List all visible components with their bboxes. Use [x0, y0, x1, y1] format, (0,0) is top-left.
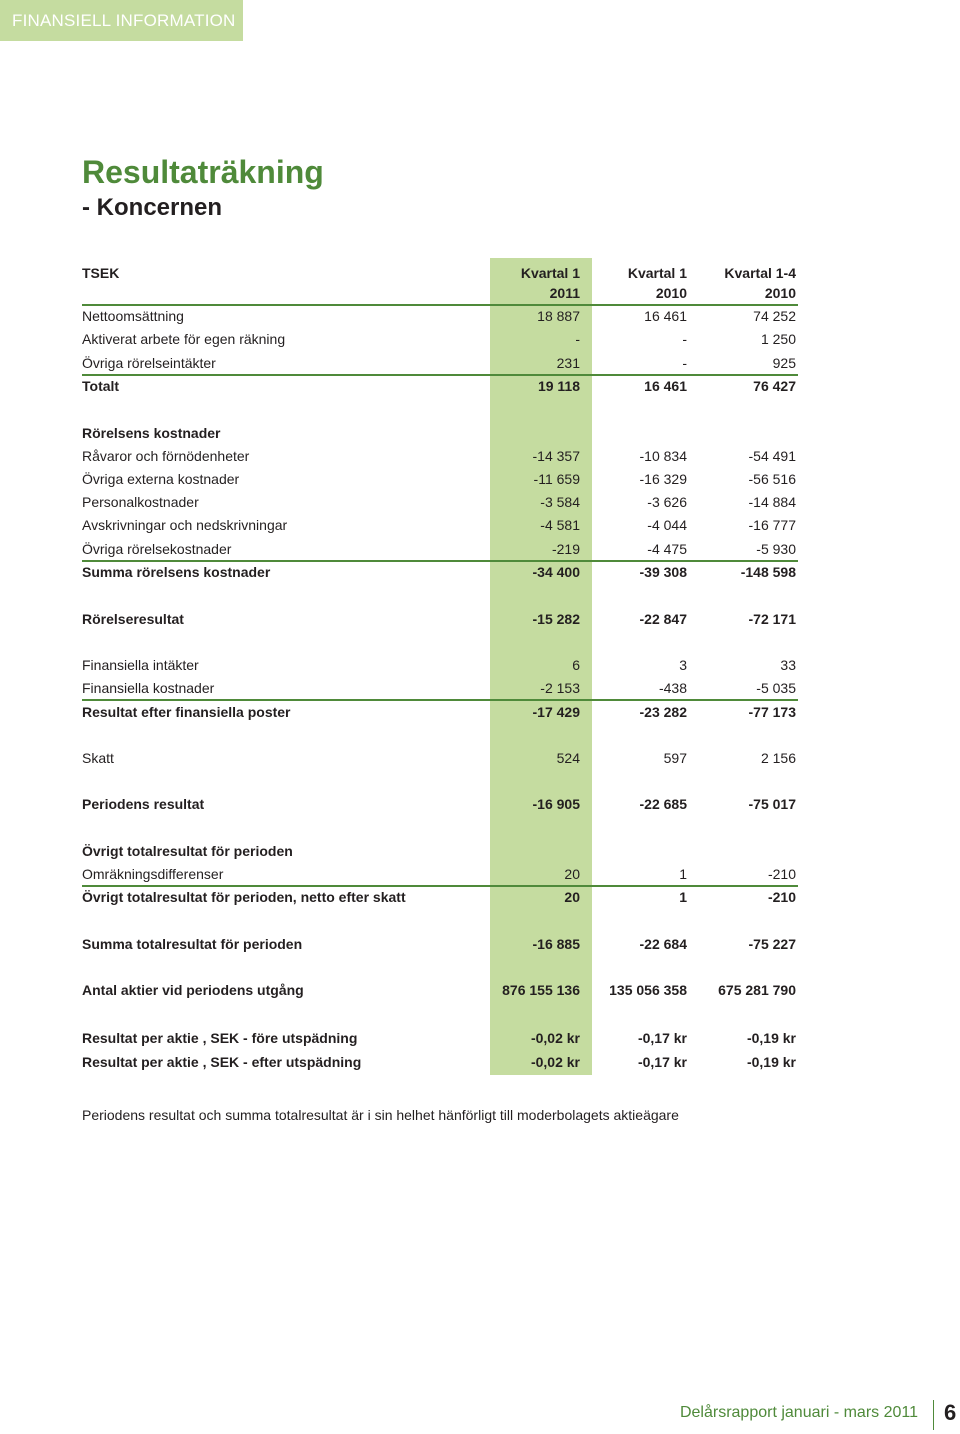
section-tag: FINANSIELL INFORMATION: [0, 0, 243, 41]
row-label: Personalkostnader: [82, 494, 199, 510]
row-label: Råvaror och förnödenheter: [82, 448, 250, 464]
row-label: Finansiella intäkter: [82, 657, 199, 673]
value-q1-4-2010: -0,19 kr: [746, 1054, 796, 1070]
row-label: Övriga externa kostnader: [82, 471, 240, 487]
value-q1-4-2010: -75 227: [748, 936, 796, 952]
value-q1-4-2010: -14 884: [748, 494, 796, 510]
value-q1-2011: 231: [556, 355, 580, 371]
value-q1-2010: 16 461: [644, 378, 687, 394]
value-q1-4-2010: -210: [767, 889, 796, 905]
value-q1-4-2010: 1 250: [760, 331, 796, 347]
table-row: [82, 352, 798, 376]
value-q1-2011: 20: [564, 866, 580, 882]
table-row: [82, 701, 798, 723]
value-q1-2011: -0,02 kr: [530, 1054, 580, 1070]
value-q1-2011: -0,02 kr: [530, 1030, 580, 1046]
value-q1-2010: 135 056 358: [609, 982, 687, 998]
value-q1-4-2010: -0,19 kr: [746, 1030, 796, 1046]
value-q1-4-2010: -77 173: [748, 704, 796, 720]
table-row: [82, 886, 798, 908]
value-q1-4-2010: 925: [772, 355, 796, 371]
value-q1-2010: -438: [658, 680, 687, 696]
page-title: Resultaträkning: [82, 154, 324, 190]
value-q1-2010: -3 626: [647, 494, 687, 510]
value-q1-2010: -16 329: [639, 471, 687, 487]
value-q1-2010: -22 847: [639, 611, 687, 627]
value-q1-2011: -34 400: [532, 564, 580, 580]
value-q1-2010: -39 308: [639, 564, 687, 580]
table-row: [82, 1027, 798, 1049]
table-header-row-1: [82, 262, 798, 284]
table-row: [82, 747, 798, 769]
value-q1-2011: 18 887: [537, 308, 580, 324]
value-q1-2011: 876 155 136: [502, 982, 580, 998]
value-q1-2011: -16 905: [532, 796, 580, 812]
row-label: Resultat efter finansiella poster: [82, 704, 291, 720]
row-label: Övrigt totalresultat för perioden, netto efter skatt: [82, 889, 406, 905]
value-q1-2010: 1: [679, 866, 687, 882]
row-label: Periodens resultat: [82, 796, 205, 812]
value-q1-4-2010: -5 035: [756, 680, 796, 696]
row-label: Övriga rörelsekostnader: [82, 541, 232, 557]
row-label: Resultat per aktie , SEK - efter utspädning: [82, 1054, 362, 1070]
value-q1-2011: -: [575, 331, 580, 347]
value-q1-2011: -14 357: [532, 448, 580, 464]
table-row: [82, 468, 798, 490]
value-q1-4-2010: -5 930: [756, 541, 796, 557]
value-q1-2011: 19 118: [537, 378, 580, 394]
table-row: [82, 445, 798, 467]
row-label: Nettoomsättning: [82, 308, 184, 324]
column-year-2010: 2010: [655, 285, 687, 301]
table-row: [82, 654, 798, 676]
table-row: [82, 840, 798, 862]
table-row: [82, 677, 798, 701]
table-row: [82, 561, 798, 583]
value-q1-2011: -11 659: [533, 471, 580, 487]
value-q1-2010: 597: [663, 750, 687, 766]
value-q1-2011: -17 429: [532, 704, 580, 720]
row-label: Rörelsens kostnader: [82, 425, 221, 441]
unit-label: TSEK: [82, 265, 120, 281]
column-header-q1-2010: Kvartal 1: [627, 265, 687, 281]
value-q1-4-2010: 74 252: [753, 308, 796, 324]
table-row: [82, 305, 798, 327]
table-row: [82, 979, 798, 1001]
value-q1-2011: -15 282: [532, 611, 580, 627]
footnote: Periodens resultat och summa totalresultat är i sin helhet hänförligt till moderbolagets aktieägare: [82, 1107, 679, 1123]
value-q1-2010: 3: [679, 657, 687, 673]
value-q1-4-2010: -16 777: [748, 517, 796, 533]
table-row: [82, 328, 798, 350]
value-q1-2011: 20: [564, 889, 580, 905]
row-label: Totalt: [82, 378, 120, 394]
table-header-row-2: [82, 282, 798, 306]
value-q1-4-2010: -210: [767, 866, 796, 882]
value-q1-4-2010: 2 156: [760, 750, 796, 766]
column-year-2010-full: 2010: [764, 285, 796, 301]
row-label: Resultat per aktie , SEK - före utspädning: [82, 1030, 358, 1046]
table-row: [82, 1051, 798, 1073]
column-header-q1-4-2010: Kvartal 1-4: [724, 265, 796, 281]
value-q1-2011: -219: [551, 541, 580, 557]
value-q1-2011: -4 581: [540, 517, 580, 533]
row-label: Finansiella kostnader: [82, 680, 215, 696]
value-q1-2011: -16 885: [532, 936, 580, 952]
value-q1-2011: 6: [572, 657, 580, 673]
value-q1-2010: -4 044: [647, 517, 687, 533]
report-title: Delårsrapport januari - mars 2011: [679, 1404, 918, 1421]
value-q1-2010: -10 834: [639, 448, 687, 464]
table-row: [82, 793, 798, 815]
row-label: Övrigt totalresultat för perioden: [82, 843, 293, 859]
row-label: Summa totalresultat för perioden: [82, 936, 303, 952]
value-q1-4-2010: 76 427: [753, 378, 796, 394]
column-year-2011: 2011: [549, 285, 580, 301]
row-label: Rörelseresultat: [82, 611, 184, 627]
value-q1-2011: -3 584: [540, 494, 580, 510]
column-header-q1-2011: Kvartal 1: [520, 265, 580, 281]
value-q1-4-2010: 675 281 790: [718, 982, 796, 998]
value-q1-2011: -2 153: [540, 680, 580, 696]
row-label: Aktiverat arbete för egen räkning: [82, 331, 286, 347]
row-label: Summa rörelsens kostnader: [82, 564, 271, 580]
value-q1-2010: -23 282: [639, 704, 687, 720]
row-label: Avskrivningar och nedskrivningar: [82, 517, 288, 533]
table-row: [82, 933, 798, 955]
page-subtitle: - Koncernen: [82, 194, 223, 221]
value-q1-4-2010: -148 598: [740, 564, 796, 580]
footer-divider: [933, 1400, 934, 1430]
table-row: [82, 422, 798, 444]
row-label: Antal aktier vid periodens utgång: [82, 982, 304, 998]
value-q1-2010: -22 685: [639, 796, 687, 812]
table-row: [82, 375, 798, 397]
row-label: Omräkningsdifferenser: [82, 866, 224, 882]
row-label: Skatt: [82, 750, 114, 766]
value-q1-2010: -0,17 kr: [637, 1054, 687, 1070]
value-q1-2010: -: [682, 331, 687, 347]
page-number: 6: [944, 1400, 957, 1425]
value-q1-4-2010: 33: [780, 657, 796, 673]
table-row: [82, 863, 798, 887]
table-row: [82, 608, 798, 630]
value-q1-4-2010: -75 017: [748, 796, 796, 812]
value-q1-4-2010: -72 171: [748, 611, 796, 627]
value-q1-2011: 524: [556, 750, 580, 766]
table-row: [82, 538, 798, 562]
value-q1-2010: -: [682, 355, 687, 371]
table-row: [82, 491, 798, 513]
row-label: Övriga rörelseintäkter: [82, 355, 216, 371]
value-q1-4-2010: -56 516: [748, 471, 796, 487]
value-q1-2010: -0,17 kr: [637, 1030, 687, 1046]
value-q1-2010: 16 461: [644, 308, 687, 324]
table-row: [82, 514, 798, 536]
value-q1-4-2010: -54 491: [748, 448, 796, 464]
value-q1-2010: -22 684: [639, 936, 687, 952]
value-q1-2010: -4 475: [647, 541, 687, 557]
value-q1-2010: 1: [679, 889, 687, 905]
